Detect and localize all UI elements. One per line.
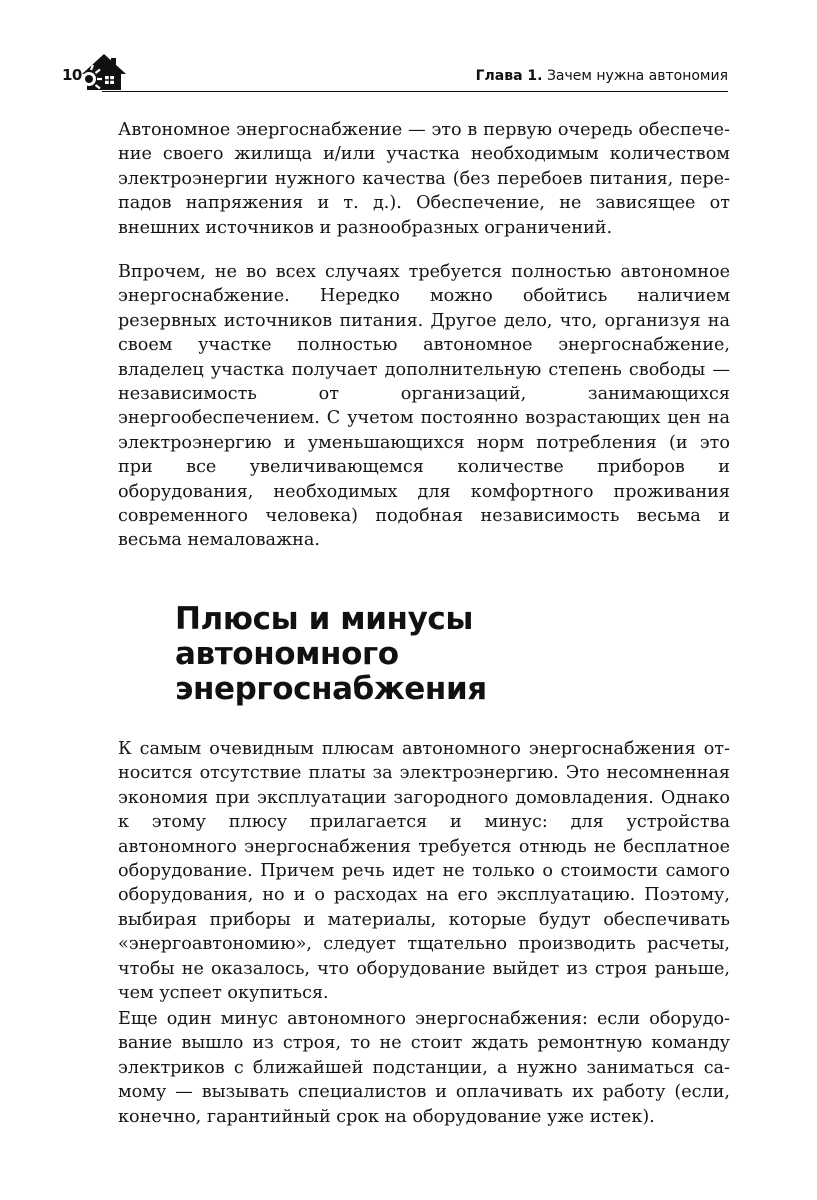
section-heading (175, 602, 655, 707)
header-rule (102, 91, 728, 92)
running-header (62, 52, 728, 96)
paragraph: Еще один минус автономного энергоснабжения: если оборудование вышло из строя, то не стоит ждать ремонтную команду электриков с ближайшей подстанции, а нужно заниматься самому — вызывать специалистов и оплачивать их работу (если, конечно, гарантийный срок на оборудование уже истек). (118, 1009, 730, 1127)
chapter-label: Глава 1. (475, 68, 543, 84)
chapter-title: Зачем нужна автономия (546, 68, 728, 84)
section-heading-line: автономного (175, 636, 399, 672)
paragraph: Автономное энергоснабжение — это в первую очередь обеспечение своего жилища и/или участка необходимым количеством электроэнергии нужного качества (без перебоев питания, перепадов напряжения и т. д.). Обеспечение, не зависящее от внешних источников и разнообразных ограничений. (118, 120, 730, 238)
page-number: 10 (62, 66, 82, 84)
paragraph: Впрочем, не во всех случаях требуется полностью автономное энергоснабжение. Нередко можно обойтись наличием резервных источников питания. Другое дело, что, организуя на своем участке полностью автономное энергоснабжение, владелец участка получает дополнительную степень свободы — независимость от организаций, занимающихся энергообеспечением. С учетом постоянно возрастающих цен на электроэнергию и уменьшающихся норм потребления (и это при все увеличивающемся количестве приборов и оборудования, необходимых для комфортного проживания современного человека) подобная независимость весьма и весьма немаловажна. (118, 262, 730, 551)
section-heading-line: энергоснабжения (175, 671, 487, 707)
section-heading-line: Плюсы и минусы (175, 601, 473, 637)
paragraph: К самым очевидным плюсам автономного энергоснабжения относится отсутствие платы за электроэнергию. Это несомненная экономия при эксплуатации загородного домовладения. Однако к этому плюсу прилагается и минус: для устройства автономного энергоснабжения требуется отнюдь не бесплатное оборудование. Причем речь идет не только о стоимости самого оборудования, но и о расходах на его эксплуатацию. Поэтому, выбирая приборы и материалы, которые будут обеспечивать «энергоавтономию», следует тщательно производить расчеты, чтобы не оказалось, что оборудование выйдет из строя раньше, чем успеет окупиться. (118, 739, 730, 1004)
house-icon (80, 52, 128, 92)
running-head-title (476, 68, 728, 84)
